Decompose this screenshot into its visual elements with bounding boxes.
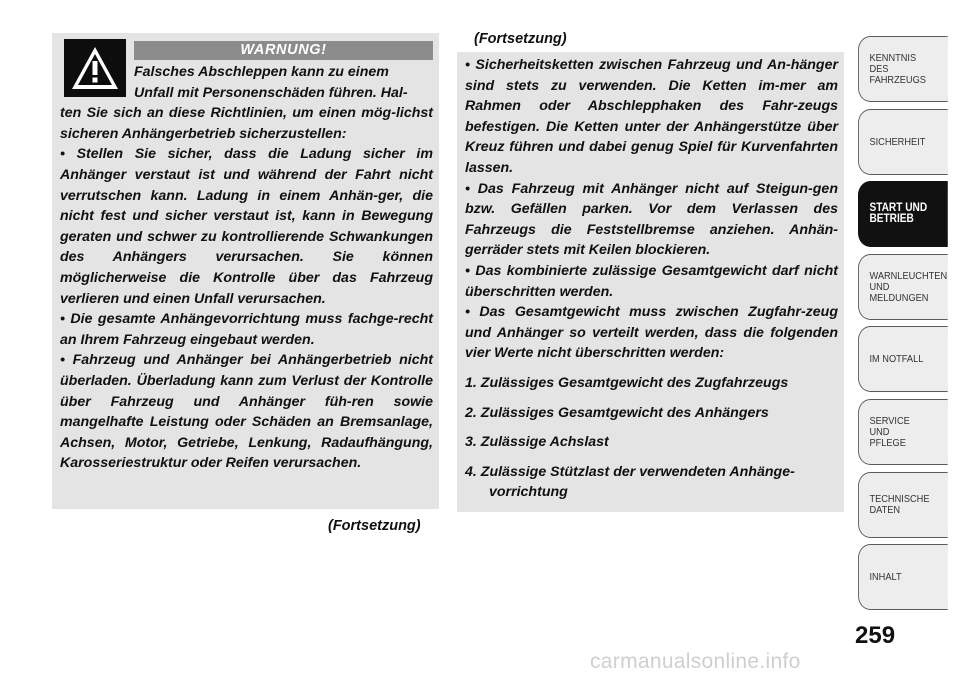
right-bullet-2: • Das Fahrzeug mit Anhänger nicht auf Steigun-gen bzw. Gefällen parken. Vor dem Verlassen des Fahrzeugs die Feststellbremse anziehen. Anhän-gerräder stets mit Keilen blockieren. (465, 180, 838, 259)
continued-label: (Fortsetzung) (328, 518, 421, 534)
tab-label: PFLEGE (869, 436, 906, 449)
warning-box (52, 33, 439, 509)
tab-label: SICHERHEIT (869, 135, 926, 148)
tab-label: WARNLEUCHTEN (869, 269, 948, 282)
tab-service-und-pflege[interactable] (858, 399, 948, 465)
warning-lead-line1: Falsches Abschleppen kann zu einem (134, 64, 389, 80)
warning-triangle-icon (64, 39, 126, 97)
warning-bullet-2: • Die gesamte Anhängevorrichtung muss fachge-recht an Ihrem Fahrzeug eingebaut werden. (60, 311, 433, 348)
tab-label: MELDUNGEN (869, 291, 929, 304)
list-item-2: 2. Zulässiges Gesamtgewicht des Anhängers (465, 404, 769, 421)
list-item-3: 3. Zulässige Achslast (465, 434, 609, 451)
continued-header: (Fortsetzung) (474, 31, 567, 47)
tab-label: DATEN (869, 504, 901, 516)
tab-warnleuchten-und-meldungen[interactable] (858, 254, 948, 320)
tab-label: DES (869, 62, 889, 75)
tab-label: BETRIEB (869, 213, 914, 225)
tab-label: UND (869, 280, 890, 293)
tab-technische-daten[interactable] (858, 472, 948, 538)
warning-title: WARNUNG! (134, 41, 433, 60)
right-bullet-1: • Sicherheitsketten zwischen Fahrzeug und An-hänger sind stets zu verwenden. Die Ketten im-mer am Rahmen oder Abschlepphaken des Fahr-zeugs befestigen. Die Ketten unter der Anhängerstütze über Kreuz führen und dabei genug Spiel für Kurvenfahrten lassen. (465, 57, 838, 176)
warning-lead-line2: Unfall mit Personenschäden führen. Hal- (134, 84, 408, 101)
warning-bullet-1: • Stellen Sie sicher, dass die Ladung sicher im Anhänger verstaut ist und während der Fahrt nicht verrutschen kann. Ladung in einem Anhän-ger, die nicht fest und sicher verstaut ist, kann in Bewegung geraten und schwer zu kontrollierende Schwankungen des Anhängers verursachen. Sie können möglicherweise die Kontrolle über das Fahrzeug verlieren und einen Unfall verursachen. (60, 146, 433, 307)
tab-label: FAHRZEUGS (869, 73, 926, 86)
right-bullet-3: • Das kombinierte zulässige Gesamtgewicht darf nicht überschritten werden. (465, 262, 838, 300)
right-bullet-4: • Das Gesamtgewicht muss zwischen Zugfahr-zeug und Anhänger so verteilt werden, dass die folgenden vier Werte nicht überschritten werden: (465, 304, 838, 362)
warning-continuation-box (457, 52, 844, 512)
warning-lead-rest: ten Sie sich an diese Richtlinien, um einen mög-lichst sicheren Anhängerbetrieb sicherzustellen: (60, 105, 433, 142)
tab-label: INHALT (869, 570, 902, 583)
tab-label: UND (869, 425, 890, 438)
list-item-4: 4. Zulässige Stützlast der verwendeten Anhänge-vorrichtung (465, 463, 795, 501)
tab-sicherheit[interactable] (858, 109, 948, 175)
tab-label: IM NOTFALL (869, 352, 924, 365)
warning-bullet-3: • Fahrzeug und Anhänger bei Anhängerbetrieb nicht überladen. Überladung kann zum Verlust der Kontrolle über Fahrzeug und Anhänger füh-ren sowie mangelhafte Leistung oder Schäden an Bremsanlage, Achsen, Motor, Getriebe, Lenkung, Radaufhängung, Karosseriestruktur oder Reifen verursachen. (60, 352, 433, 472)
tab-kenntnis-des-fahrzeugs[interactable] (858, 36, 948, 102)
tab-label: START UND (869, 202, 928, 214)
tab-inhalt[interactable] (858, 544, 948, 610)
page-number: 259 (855, 622, 896, 649)
tab-im-notfall[interactable] (858, 326, 948, 392)
tab-label: KENNTNIS (869, 51, 917, 64)
tab-label: SERVICE (869, 414, 910, 427)
list-item-1: 1. Zulässiges Gesamtgewicht des Zugfahrzeugs (465, 374, 789, 391)
tab-start-und-betrieb[interactable] (858, 181, 948, 247)
tab-label: TECHNISCHE (869, 493, 930, 505)
watermark: carmanualsonline.info (590, 650, 801, 673)
